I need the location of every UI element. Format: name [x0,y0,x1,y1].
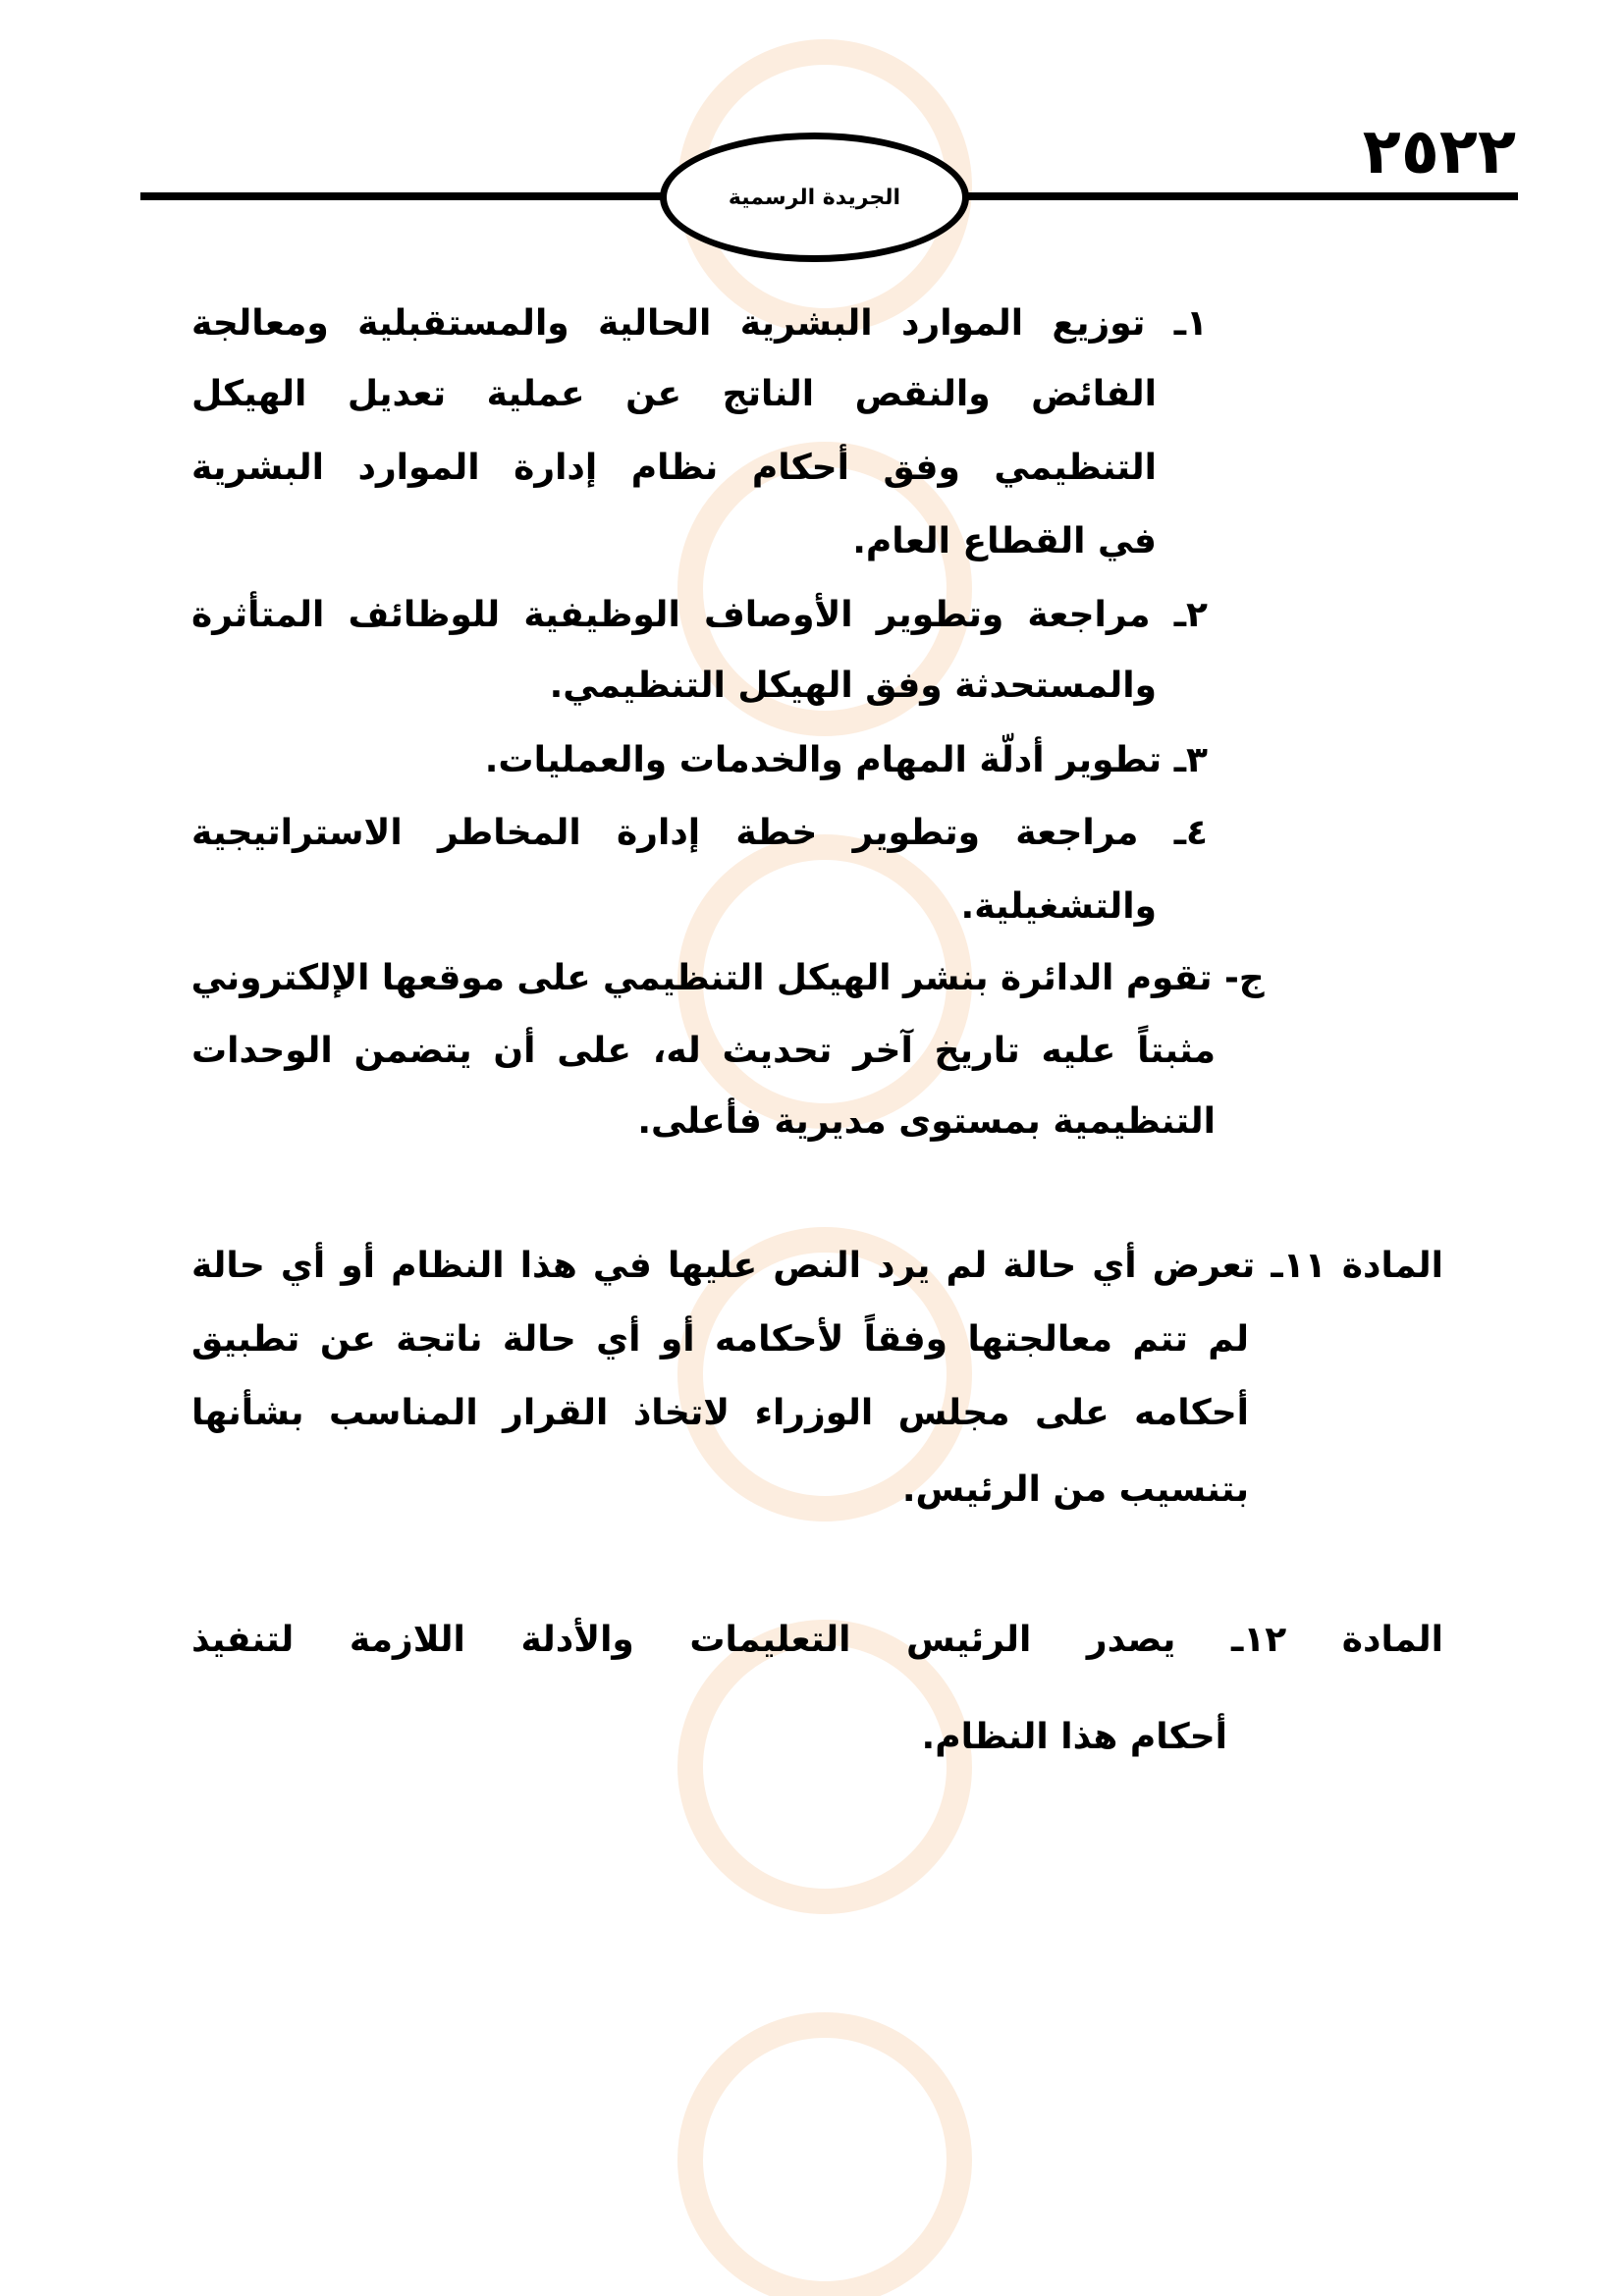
text-line: التنظيمية بمستوى مديرية فأعلى. [637,1101,1216,1142]
text-line: ٤ـ مراجعة وتطوير خطة إدارة المخاطر الاستراتيجية [191,813,1208,853]
text-line: والمستحدثة وفق الهيكل التنظيمي. [549,666,1157,706]
text-line: الفائض والنقص الناتج عن عملية تعديل الهيكل [191,374,1157,414]
text-line: والتشغيلية. [960,886,1157,927]
article-11-line: أحكامه على مجلس الوزراء لاتخاذ القرار المناسب بشأنها [191,1393,1249,1433]
gazette-title: الجريدة الرسمية [728,185,901,210]
text-line: التنظيمي وفق أحكام نظام إدارة الموارد البشرية [191,448,1157,488]
text-line: ج- تقوم الدائرة بنشر الهيكل التنظيمي على موقعها الإلكتروني [191,958,1265,998]
article-11-line: لم تتم معالجتها وفقاً لأحكامه أو أي حالة ناتجة عن تطبيق [191,1319,1249,1360]
watermark-clock-icon [677,2012,972,2296]
page-number: ٢٥٢٢ [1362,116,1516,188]
text-line: ٢ـ مراجعة وتطوير الأوصاف الوظيفية للوظائف المتأثرة [191,595,1208,635]
text-line: في القطاع العام. [852,521,1157,561]
text-line: مثبتاً عليه تاريخ آخر تحديث له، على أن يتضمن الوحدات [191,1031,1216,1071]
text-line: ٣ـ تطوير أدلّة المهام والخدمات والعمليات. [484,740,1208,780]
article-11-line: المادة ١١ـ تعرض أي حالة لم يرد النص عليها في هذا النظام أو أي حالة [191,1246,1443,1286]
article-11-line: بتنسيب من الرئيس. [901,1469,1249,1510]
article-12-line: المادة ١٢ـ يصدر الرئيس التعليمات والأدلة اللازمة لتنفيذ [191,1620,1443,1660]
gazette-title-oval [660,133,969,262]
text-line: ١ـ توزيع الموارد البشرية الحالية والمستقبلية ومعالجة [191,303,1208,344]
article-12-line: أحكام هذا النظام. [921,1717,1227,1757]
